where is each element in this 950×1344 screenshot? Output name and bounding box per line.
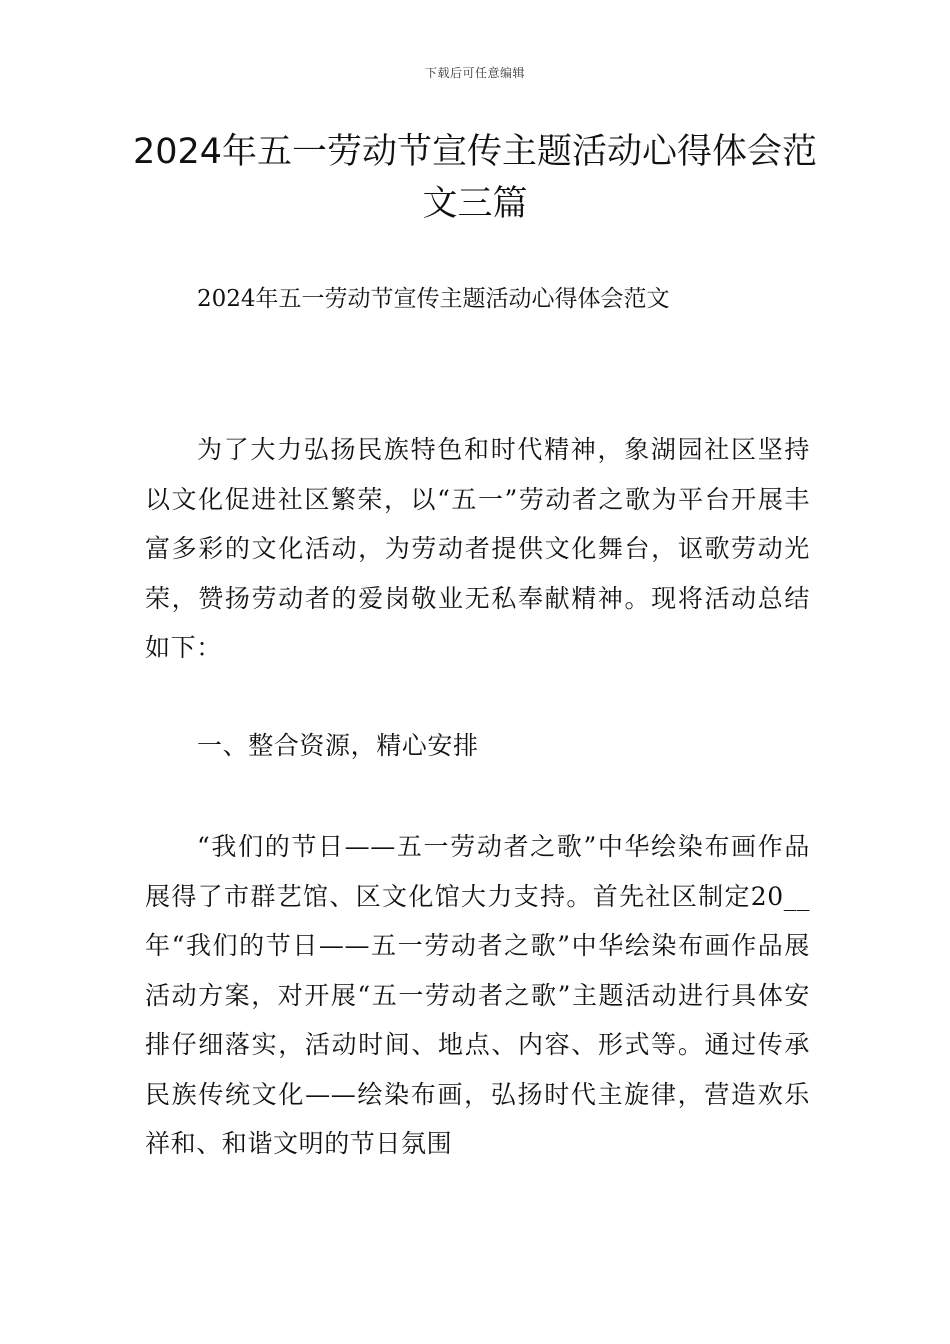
document-title: 2024年五一劳动节宣传主题活动心得体会范文三篇 — [132, 132, 818, 224]
header-note: 下载后可任意编辑 — [424, 66, 525, 80]
paragraph-body: “我们的节日——五一劳动者之歌”中华绘染布画作品展得了市群艺馆、区文化馆大力支持。首先社区制定20__年“我们的节日——五一劳动者之歌”中华绘染布画作品展活动方案，对开展“五一劳动者之歌”主题活动进行具体安排仔细落实，活动时间、地点、内容、形式等。通过传承民族传统文化——绘染布画，弘扬时代主旋律，营造欢乐祥和、和谐文明的节日氛围 — [145, 832, 810, 1158]
paragraph-intro: 为了大力弘扬民族特色和时代精神，象湖园社区坚持以文化促进社区繁荣，以“五一”劳动者之歌为平台开展丰富多彩的文化活动，为劳动者提供文化舞台，讴歌劳动光荣，赞扬劳动者的爱岗敬业无私奉献精神。现将活动总结如下： — [145, 435, 810, 662]
section-heading: 一、整合资源，精心安排 — [197, 731, 479, 760]
document-subtitle: 2024年五一劳动节宣传主题活动心得体会范文 — [197, 286, 670, 312]
